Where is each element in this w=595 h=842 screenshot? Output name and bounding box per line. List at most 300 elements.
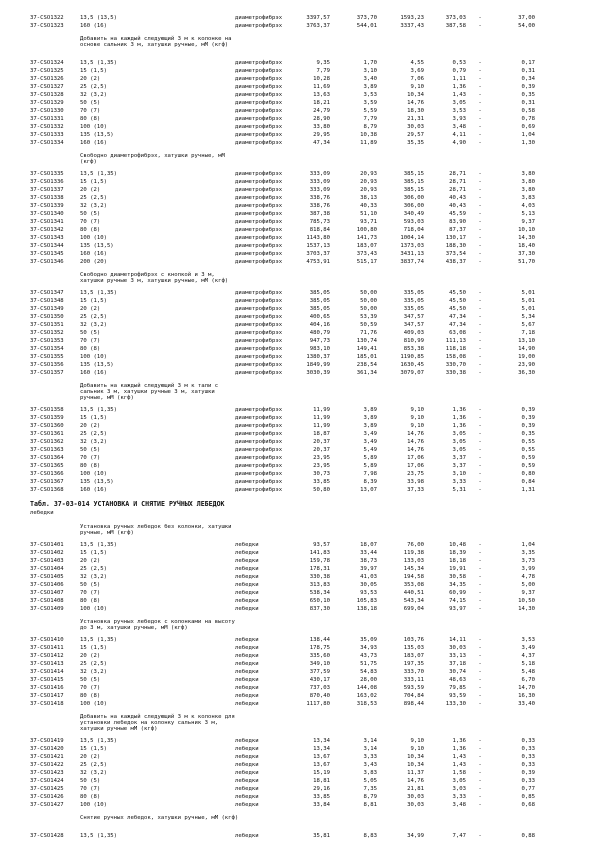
cell-materials: -	[478, 219, 482, 225]
cell-param: 100 (10)	[80, 605, 107, 612]
cell-unit: лебедки	[235, 777, 259, 784]
cell-param: 20 (2)	[80, 187, 101, 193]
table-row	[0, 745, 595, 753]
cell-wages: 43,73	[360, 652, 377, 659]
table-row	[0, 777, 595, 785]
cell-wages: 3,89	[363, 423, 377, 429]
cell-labor: 0,34	[521, 76, 535, 83]
table-row	[0, 202, 595, 210]
section-unit: лебедки	[30, 510, 54, 516]
cell-param: 25 (2,5)	[80, 195, 107, 201]
cell-machines: 119,38	[403, 549, 424, 556]
cell-code: 37-CSO1364	[30, 455, 64, 461]
table-row	[0, 589, 595, 597]
cell-machinists: 63,08	[449, 329, 466, 336]
cell-machinists: 330,38	[445, 369, 466, 376]
cell-labor: 3,80	[521, 171, 535, 177]
cell-wages: 544,01	[356, 23, 377, 29]
cell-param: 32 (3,2)	[80, 321, 107, 328]
cell-materials: -	[478, 415, 482, 421]
cell-wages: 144,08	[356, 684, 377, 691]
cell-machinists: 3,93	[452, 116, 466, 123]
cell-machinists: 87,37	[449, 227, 466, 233]
cell-code: 37-CSO1348	[30, 297, 64, 304]
cell-param: 20 (2)	[80, 652, 101, 659]
cell-machines: 593,03	[403, 219, 424, 225]
cell-machines: 33,98	[407, 479, 424, 485]
cell-machines: 17,06	[407, 455, 424, 461]
cell-labor: 9,37	[521, 589, 535, 596]
cell-code: 37-CSO1428	[30, 832, 64, 839]
cell-total: 13,34	[313, 737, 330, 744]
cell-materials: -	[478, 171, 482, 177]
cell-machines: 10,34	[407, 753, 424, 760]
cell-param: 80 (8)	[80, 345, 101, 352]
table-row	[0, 668, 595, 676]
cell-materials: -	[478, 832, 482, 839]
cell-wages: 3,53	[363, 92, 377, 99]
cell-labor: 37,30	[518, 251, 535, 257]
cell-total: 13,67	[313, 761, 330, 768]
cell-wages: 105,83	[356, 597, 377, 604]
cell-labor: 0,88	[521, 832, 535, 839]
section-title: Табл. 37-03-014 УСТАНОВКА И СНЯТИЕ РУЧНЫХ ЛЕБЕДОК	[30, 500, 225, 508]
cell-total: 29,95	[313, 132, 330, 139]
table-row	[0, 115, 595, 123]
cell-wages: 3,89	[363, 84, 377, 91]
table-row	[0, 321, 595, 329]
cell-machinists: 79,85	[449, 684, 466, 691]
cell-labor: 14,70	[518, 684, 535, 691]
cell-code: 37-CSO1352	[30, 329, 64, 336]
cell-code: 37-CSO1323	[30, 23, 64, 29]
cell-machines: 145,34	[403, 565, 424, 572]
cell-machinists: 93,59	[449, 692, 466, 699]
cell-unit: диаметрофибрэх	[235, 361, 283, 368]
cell-labor: 7,18	[521, 329, 535, 336]
cell-labor: 0,33	[521, 737, 535, 744]
cell-code: 37-CSO1417	[30, 692, 64, 699]
cell-total: 23,95	[313, 463, 330, 469]
cell-total: 93,57	[313, 541, 330, 548]
cell-param: 100 (10)	[80, 700, 107, 707]
cell-unit: лебедки	[235, 793, 259, 800]
cell-labor: 1,04	[521, 132, 535, 139]
cell-machines: 197,35	[403, 660, 424, 667]
cell-labor: 5,01	[521, 297, 535, 304]
cell-code: 37-CSO1332	[30, 124, 64, 131]
cell-total: 11,99	[313, 423, 330, 429]
cell-wages: 38,73	[360, 557, 377, 564]
cell-total: 335,60	[309, 652, 330, 659]
table-row	[0, 470, 595, 478]
cell-param: 80 (8)	[80, 116, 101, 123]
cell-wages: 8,83	[363, 832, 377, 839]
cell-param: 70 (7)	[80, 337, 101, 344]
cell-materials: -	[478, 313, 482, 320]
cell-machines: 14,76	[407, 439, 424, 445]
cell-machinists: 3,48	[452, 801, 466, 808]
cell-machinists: 1,36	[452, 737, 466, 744]
cell-code: 37-CSO1402	[30, 549, 64, 556]
cell-machinists: 1,36	[452, 407, 466, 413]
table-row	[0, 123, 595, 131]
cell-machines: 543,34	[403, 597, 424, 604]
cell-unit: лебедки	[235, 605, 259, 612]
cell-labor: 3,53	[521, 636, 535, 643]
cell-code: 37-CSO1415	[30, 676, 64, 683]
cell-machinists: 40,43	[449, 203, 466, 209]
table-row	[0, 801, 595, 809]
table-row	[0, 700, 595, 708]
cell-param: 15 (1,5)	[80, 644, 107, 651]
cell-materials: -	[478, 549, 482, 556]
cell-labor: 5,18	[521, 660, 535, 667]
table-row	[0, 454, 595, 462]
cell-unit: лебедки	[235, 565, 259, 572]
cell-total: 18,81	[313, 777, 330, 784]
cell-materials: -	[478, 463, 482, 469]
cell-param: 15 (1,5)	[80, 68, 107, 75]
cell-machines: 335,05	[403, 305, 424, 312]
cell-labor: 3,99	[521, 565, 535, 572]
cell-total: 29,16	[313, 785, 330, 792]
cell-materials: -	[478, 447, 482, 453]
cell-param: 70 (7)	[80, 455, 101, 461]
cell-wages: 5,89	[363, 455, 377, 461]
cell-wages: 100,80	[356, 227, 377, 233]
cell-total: 947,73	[309, 337, 330, 344]
cell-machines: 103,76	[403, 636, 424, 643]
cell-materials: -	[478, 565, 482, 572]
cell-machinists: 3,33	[452, 479, 466, 485]
cell-labor: 4,78	[521, 573, 535, 580]
cell-labor: 0,55	[521, 447, 535, 453]
cell-unit: лебедки	[235, 636, 259, 643]
cell-code: 37-CSO1345	[30, 251, 64, 257]
cell-labor: 1,04	[521, 541, 535, 548]
cell-materials: -	[478, 684, 482, 691]
cell-wages: 38,13	[360, 195, 377, 201]
cell-labor: 0,33	[521, 761, 535, 768]
cell-labor: 3,80	[521, 187, 535, 193]
table-row	[0, 793, 595, 801]
cell-wages: 33,44	[360, 549, 377, 556]
cell-code: 37-CSO1420	[30, 745, 64, 752]
cell-labor: 0,78	[521, 116, 535, 123]
cell-param: 13,5 (13,5)	[80, 15, 118, 21]
cell-labor: 0,77	[521, 785, 535, 792]
cell-machinists: 4,11	[452, 132, 466, 139]
cell-wages: 20,93	[360, 187, 377, 193]
cell-param: 13,5 (1,35)	[80, 171, 118, 177]
cell-code: 37-CSO1335	[30, 171, 64, 177]
cell-wages: 18,07	[360, 541, 377, 548]
table-row	[0, 345, 595, 353]
cell-materials: -	[478, 479, 482, 485]
cell-machines: 183,07	[403, 652, 424, 659]
cell-unit: диаметрофибрэх	[235, 369, 283, 376]
cell-unit: диаметрофибрэх	[235, 313, 283, 320]
cell-unit: лебедки	[235, 785, 259, 792]
cell-labor: 3,73	[521, 557, 535, 564]
cell-machinists: 30,03	[449, 644, 466, 651]
cell-materials: -	[478, 337, 482, 344]
cell-wages: 515,17	[356, 259, 377, 265]
cell-param: 80 (8)	[80, 597, 101, 604]
cell-wages: 373,43	[356, 251, 377, 257]
group-description: Свободно диаметрофибрэх с кнопкой и 3 м, хатушки ручные 3 м, хатушки ручные, мМ (кгф)	[80, 272, 229, 285]
cell-wages: 141,73	[356, 235, 377, 241]
cell-total: 141,83	[309, 549, 330, 556]
cell-param: 15 (1,5)	[80, 415, 107, 421]
cell-labor: 0,39	[521, 84, 535, 91]
cell-wages: 3,33	[363, 753, 377, 760]
cell-code: 37-CSO1425	[30, 785, 64, 792]
cell-code: 37-CSO1421	[30, 753, 64, 760]
table-row	[0, 178, 595, 186]
cell-machines: 699,04	[403, 605, 424, 612]
cell-param: 200 (20)	[80, 259, 107, 265]
cell-machinists: 37,18	[449, 660, 466, 667]
table-row	[0, 446, 595, 454]
table-row	[0, 753, 595, 761]
table-row	[0, 99, 595, 107]
cell-machinists: 7,47	[452, 832, 466, 839]
cell-param: 20 (2)	[80, 305, 101, 312]
cell-labor: 5,01	[521, 289, 535, 296]
cell-materials: -	[478, 211, 482, 217]
cell-wages: 3,59	[363, 100, 377, 107]
cell-machines: 335,05	[403, 289, 424, 296]
cell-code: 37-CSO1329	[30, 100, 64, 107]
cell-code: 37-CSO1418	[30, 700, 64, 707]
cell-wages: 3,49	[363, 439, 377, 445]
cell-labor: 0,33	[521, 753, 535, 760]
cell-code: 37-CSO1419	[30, 737, 64, 744]
cell-code: 37-CSO1342	[30, 227, 64, 233]
cell-machinists: 3,05	[452, 439, 466, 445]
cell-code: 37-CSO1361	[30, 431, 64, 437]
cell-machinists: 1,11	[452, 76, 466, 83]
cell-wages: 10,38	[360, 132, 377, 139]
cell-param: 13,5 (1,35)	[80, 636, 118, 643]
cell-wages: 5,89	[363, 463, 377, 469]
cell-machines: 9,10	[410, 415, 424, 421]
cell-materials: -	[478, 203, 482, 209]
group-description: Добавить на каждый следующий 3 м к колонке на основе сальник 3 м, хатушки ручные, мМ (кгф)	[80, 36, 232, 49]
cell-param: 25 (2,5)	[80, 565, 107, 572]
cell-total: 400,65	[309, 313, 330, 320]
cell-param: 160 (16)	[80, 140, 107, 147]
table-row	[0, 636, 595, 644]
cell-machinists: 188,30	[445, 243, 466, 249]
cell-wages: 5,49	[363, 447, 377, 453]
table-row	[0, 14, 595, 22]
cell-unit: лебедки	[235, 660, 259, 667]
cell-unit: диаметрофибрэх	[235, 423, 283, 429]
cell-materials: -	[478, 321, 482, 328]
cell-machinists: 130,17	[445, 235, 466, 241]
cell-total: 1537,13	[306, 243, 330, 249]
table-row	[0, 660, 595, 668]
cell-machinists: 5,31	[452, 487, 466, 493]
cell-param: 160 (16)	[80, 369, 107, 376]
cell-unit: диаметрофибрэх	[235, 60, 283, 67]
cell-total: 11,69	[313, 84, 330, 91]
table-row	[0, 438, 595, 446]
cell-param: 32 (3,2)	[80, 92, 107, 99]
cell-total: 385,05	[309, 305, 330, 312]
cell-wages: 3,14	[363, 737, 377, 744]
group-description: Установка ручных лебедок без колонки, хатушки ручные, мМ (кгф)	[80, 524, 232, 537]
cell-machinists: 3,05	[452, 777, 466, 784]
cell-materials: -	[478, 652, 482, 659]
cell-machinists: 34,35	[449, 581, 466, 588]
cell-code: 37-CSO1326	[30, 76, 64, 83]
cell-unit: диаметрофибрэх	[235, 124, 283, 131]
cell-materials: -	[478, 259, 482, 265]
cell-labor: 5,67	[521, 321, 535, 328]
cell-machines: 14,76	[407, 431, 424, 437]
cell-labor: 5,34	[521, 313, 535, 320]
cell-unit: лебедки	[235, 573, 259, 580]
cell-machines: 21,31	[407, 116, 424, 123]
cell-materials: -	[478, 100, 482, 107]
cell-machines: 133,03	[403, 557, 424, 564]
cell-wages: 1,70	[363, 60, 377, 67]
cell-unit: диаметрофибрэх	[235, 447, 283, 453]
cell-machines: 10,34	[407, 92, 424, 99]
cell-code: 37-CSO1413	[30, 660, 64, 667]
cell-labor: 14,30	[518, 605, 535, 612]
cell-param: 13,5 (1,35)	[80, 407, 118, 413]
cell-materials: -	[478, 455, 482, 461]
cell-param: 70 (7)	[80, 219, 101, 225]
cell-code: 37-CSO1404	[30, 565, 64, 572]
cell-labor: 0,31	[521, 100, 535, 107]
cell-total: 538,34	[309, 589, 330, 596]
cell-machinists: 10,48	[449, 541, 466, 548]
cell-param: 32 (3,2)	[80, 439, 107, 445]
cell-code: 37-CSO1328	[30, 92, 64, 99]
cell-total: 35,81	[313, 832, 330, 839]
cell-total: 11,99	[313, 415, 330, 421]
cell-materials: -	[478, 407, 482, 413]
cell-wages: 41,03	[360, 573, 377, 580]
cell-materials: -	[478, 345, 482, 352]
cell-total: 3763,37	[306, 23, 330, 29]
cell-code: 37-CSO1422	[30, 761, 64, 768]
cell-machinists: 3,05	[452, 431, 466, 437]
cell-code: 37-CSO1423	[30, 769, 64, 776]
table-row	[0, 462, 595, 470]
cell-total: 4753,91	[306, 259, 330, 265]
table-row	[0, 605, 595, 613]
cell-total: 15,19	[313, 769, 330, 776]
cell-param: 25 (2,5)	[80, 313, 107, 320]
cell-machinists: 3,05	[452, 100, 466, 107]
cell-machines: 10,34	[407, 761, 424, 768]
cell-wages: 20,93	[360, 171, 377, 177]
table-row	[0, 250, 595, 258]
cell-materials: -	[478, 801, 482, 808]
cell-machinists: 387,58	[445, 23, 466, 29]
cell-param: 160 (16)	[80, 23, 107, 29]
table-row	[0, 597, 595, 605]
group-description: Свободно диаметрофибрэх, хатушки ручные, мМ (кгф)	[80, 153, 225, 166]
cell-labor: 0,39	[521, 769, 535, 776]
cell-code: 37-CSO1338	[30, 195, 64, 201]
cell-materials: -	[478, 581, 482, 588]
cell-machinists: 158,08	[445, 353, 466, 360]
table-row	[0, 337, 595, 345]
cell-materials: -	[478, 329, 482, 336]
cell-labor: 16,30	[518, 692, 535, 699]
cell-machines: 9,10	[410, 737, 424, 744]
cell-wages: 7,79	[363, 116, 377, 123]
cell-wages: 50,00	[360, 305, 377, 312]
cell-unit: лебедки	[235, 589, 259, 596]
cell-labor: 10,10	[518, 227, 535, 233]
cell-unit: диаметрофибрэх	[235, 479, 283, 485]
cell-code: 37-CSO1356	[30, 361, 64, 368]
cell-total: 349,10	[309, 660, 330, 667]
cell-unit: диаметрофибрэх	[235, 195, 283, 201]
cell-unit: диаметрофибрэх	[235, 289, 283, 296]
table-row	[0, 430, 595, 438]
cell-machines: 11,37	[407, 769, 424, 776]
cell-machines: 17,06	[407, 463, 424, 469]
cell-unit: диаметрофибрэх	[235, 329, 283, 336]
cell-wages: 183,07	[356, 243, 377, 249]
cell-code: 37-CSO1408	[30, 597, 64, 604]
cell-machinists: 74,15	[449, 597, 466, 604]
cell-materials: -	[478, 353, 482, 360]
cell-code: 37-CSO1341	[30, 219, 64, 225]
cell-wages: 8,79	[363, 793, 377, 800]
cell-machines: 37,33	[407, 487, 424, 493]
cell-unit: диаметрофибрэх	[235, 235, 283, 241]
cell-labor: 0,85	[521, 793, 535, 800]
cell-machines: 3337,43	[400, 23, 424, 29]
cell-machinists: 1,58	[452, 769, 466, 776]
cell-wages: 93,53	[360, 589, 377, 596]
cell-materials: -	[478, 195, 482, 201]
cell-total: 178,75	[309, 644, 330, 651]
cell-unit: диаметрофибрэх	[235, 431, 283, 437]
cell-total: 338,76	[309, 195, 330, 201]
cell-wages: 3,49	[363, 431, 377, 437]
cell-unit: лебедки	[235, 581, 259, 588]
cell-materials: -	[478, 660, 482, 667]
cell-labor: 5,00	[521, 581, 535, 588]
cell-param: 100 (10)	[80, 471, 107, 477]
cell-materials: -	[478, 597, 482, 604]
table-row	[0, 67, 595, 75]
cell-labor: 23,90	[518, 361, 535, 368]
table-row	[0, 313, 595, 321]
cell-labor: 0,58	[521, 108, 535, 115]
cell-total: 1143,80	[306, 235, 330, 241]
cell-machinists: 45,50	[449, 297, 466, 304]
table-row	[0, 573, 595, 581]
table-row	[0, 289, 595, 297]
cell-total: 837,30	[309, 605, 330, 612]
cell-total: 313,83	[309, 581, 330, 588]
table-row	[0, 769, 595, 777]
table-row	[0, 684, 595, 692]
